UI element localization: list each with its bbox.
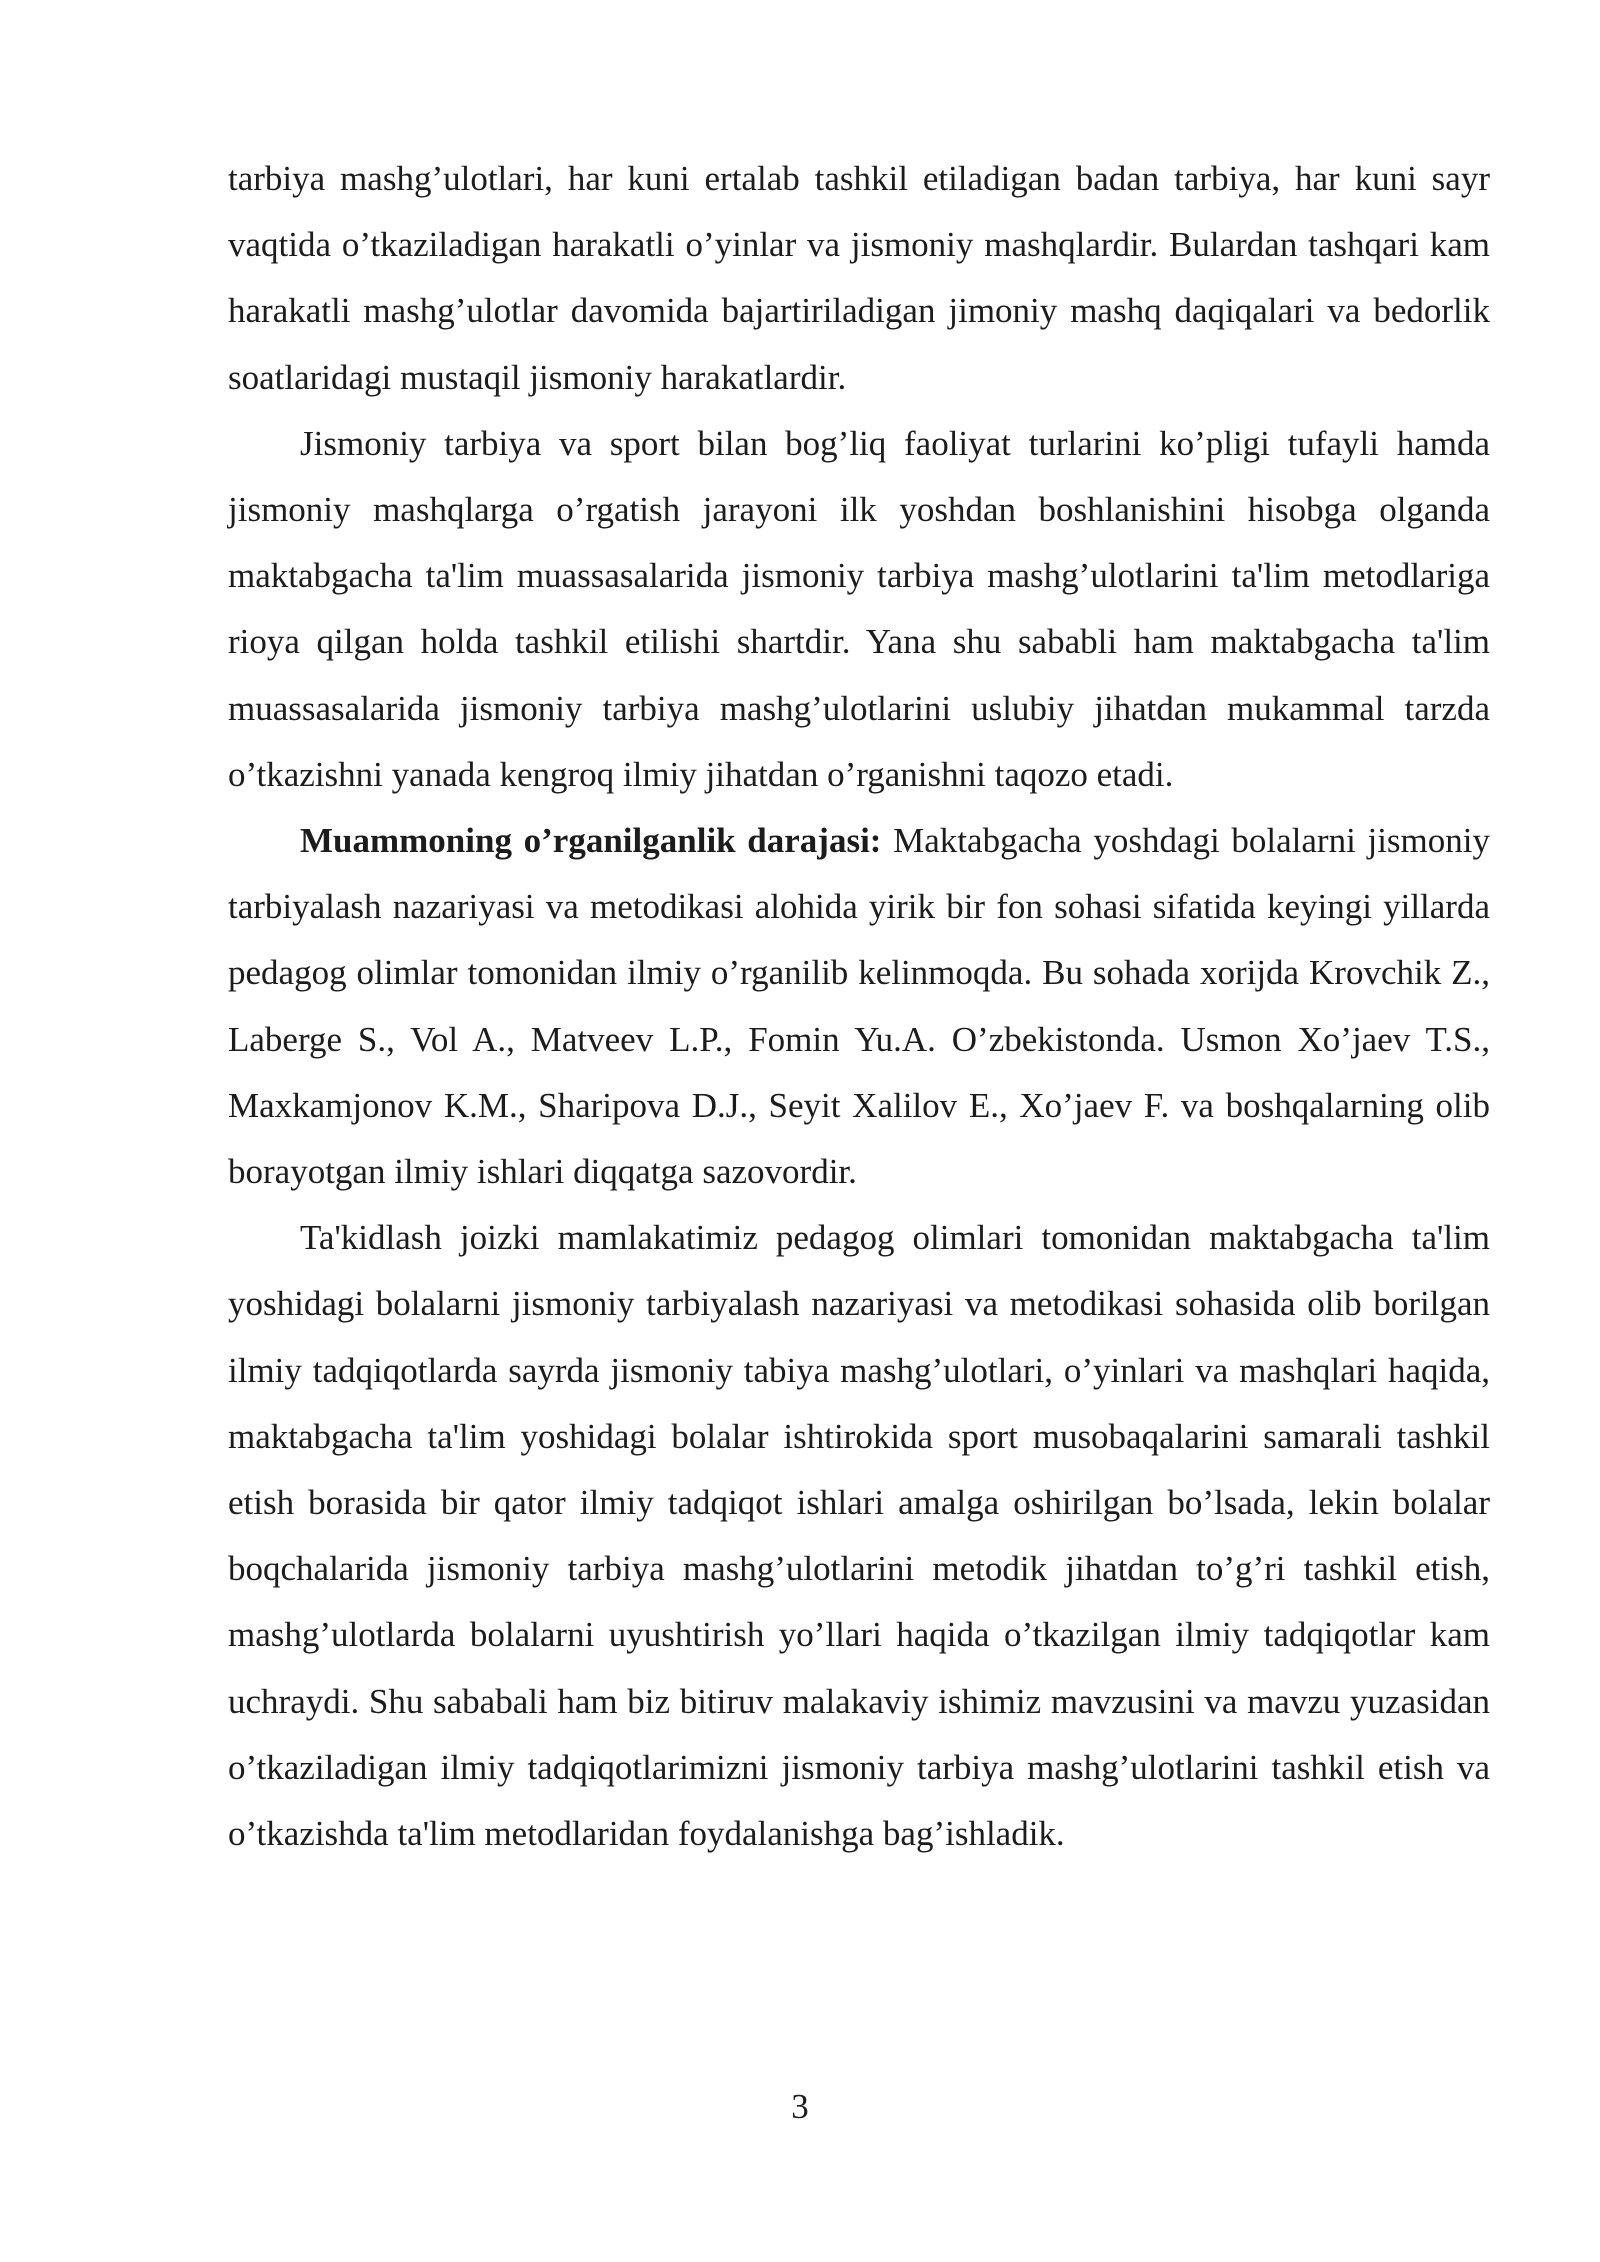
section-heading: Muammoning o’rganilganlik darajasi:	[300, 821, 882, 861]
document-page	[228, 146, 1490, 1867]
paragraph-research-status	[228, 808, 1490, 1205]
paragraph-research-status-text: Maktabgacha yoshdagi bolalarni jismoniy tarbiyalash nazariyasi va metodikasi alohida yirik bir fon sohasi sifatida keyingi yillarda pedagog olimlar tomonidan ilmiy o’rganilib kelinmoqda. Bu sohada xorijda Krovchik Z., Laberge S., Vol A., Matveev L.P., Fomin Yu.A. O’zbekistonda. Usmon Xo’jaev T.S., Maxkamjonov K.M., Sharipova D.J., Seyit Xalilov E., Xo’jaev F. va boshqalarning olib borayotgan ilmiy ishlari diqqatga sazovordir.	[228, 821, 1490, 1192]
paragraph-emphasis: Ta'kidlash joizki mamlakatimiz pedagog olimlari tomonidan maktabgacha ta'lim yoshidagi bolalarni jismoniy tarbiyalash nazariyasi va metodikasi sohasida olib borilgan ilmiy tadqiqotlarda sayrda jismoniy tabiya mashg’ulotlari, o’yinlari va mashqlari haqida, maktabgacha ta'lim yoshidagi bolalar ishtirokida sport musobaqalarini samarali tashkil etish borasida bir qator ilmiy tadqiqot ishlari amalga oshirilgan bo’lsada, lekin bolalar boqchalarida jismoniy tarbiya mashg’ulotlarini metodik jihatdan to’g’ri tashkil etish, mashg’ulotlarda bolalarni uyushtirish yo’llari haqida o’tkazilgan ilmiy tadqiqotlar kam uchraydi. Shu sababali ham biz bitiruv malakaviy ishimiz mavzusini va mavzu yuzasidan o’tkaziladigan ilmiy tadqiqotlarimizni jismoniy tarbiya mashg’ulotlarini tashkil etish va o’tkazishda ta'lim metodlaridan foydalanishga bag’ishladik.	[228, 1218, 1490, 1854]
page-number: 3	[791, 2087, 809, 2126]
paragraph-continuation: tarbiya mashg’ulotlari, har kuni ertalab tashkil etiladigan badan tarbiya, har kuni sayr vaqtida o’tkaziladigan harakatli o’yinlar va jismoniy mashqlardir. Bulardan tashqari kam harakatli mashg’ulotlar davomida bajartiriladigan jimoniy mashq daqiqalari va bedorlik soatlaridagi mustaqil jismoniy harakatlardir.	[228, 159, 1490, 397]
paragraph-activity-types: Jismoniy tarbiya va sport bilan bog’liq faoliyat turlarini ko’pligi tufayli hamda jismoniy mashqlarga o’rgatish jarayoni ilk yoshdan boshlanishini hisobga olganda maktabgacha ta'lim muassasalarida jismoniy tarbiya mashg’ulotlarini ta'lim metodlariga rioya qilgan holda tashkil etilishi shartdir. Yana shu sababli ham maktabgacha ta'lim muassasalarida jismoniy tarbiya mashg’ulotlarini uslubiy jihatdan mukammal tarzda o’tkazishni yanada kengroq ilmiy jihatdan o’rganishni taqozo etadi.	[228, 423, 1490, 794]
